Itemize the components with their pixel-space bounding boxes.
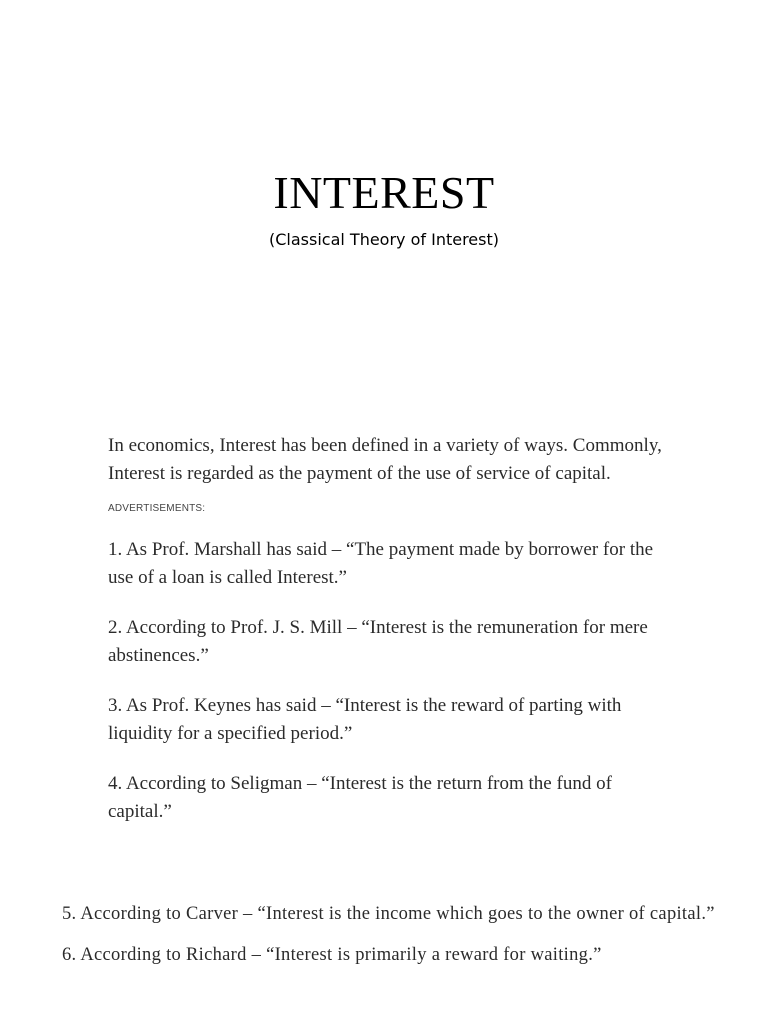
advertisements-label: ADVERTISEMENTS: — [108, 503, 206, 514]
definition-item: 3. As Prof. Keynes has said – “Interest is the reward of parting with liquidity for a specified period.” — [108, 695, 622, 744]
definition-item: 2. According to Prof. J. S. Mill – “Interest is the remuneration for mere abstinences.” — [108, 617, 648, 666]
page-subtitle: (Classical Theory of Interest) — [269, 230, 499, 249]
extra-definitions — [62, 902, 752, 984]
definition-item: 1. As Prof. Marshall has said – “The payment made by borrower for the use of a loan is called Interest.” — [108, 539, 654, 588]
intro-paragraph: In economics, Interest has been defined in a variety of ways. Commonly, Interest is regarded as the payment of the use of service of capital. — [108, 435, 662, 484]
definition-list — [108, 536, 688, 826]
page-title: INTEREST — [273, 167, 495, 218]
definition-item: 6. According to Richard – “Interest is primarily a reward for waiting.” — [62, 945, 602, 965]
article-excerpt — [108, 432, 688, 852]
definition-item: 4. According to Seligman – “Interest is the return from the fund of capital.” — [108, 773, 612, 822]
definition-item: 5. According to Carver – “Interest is the income which goes to the owner of capital.” — [62, 904, 715, 924]
